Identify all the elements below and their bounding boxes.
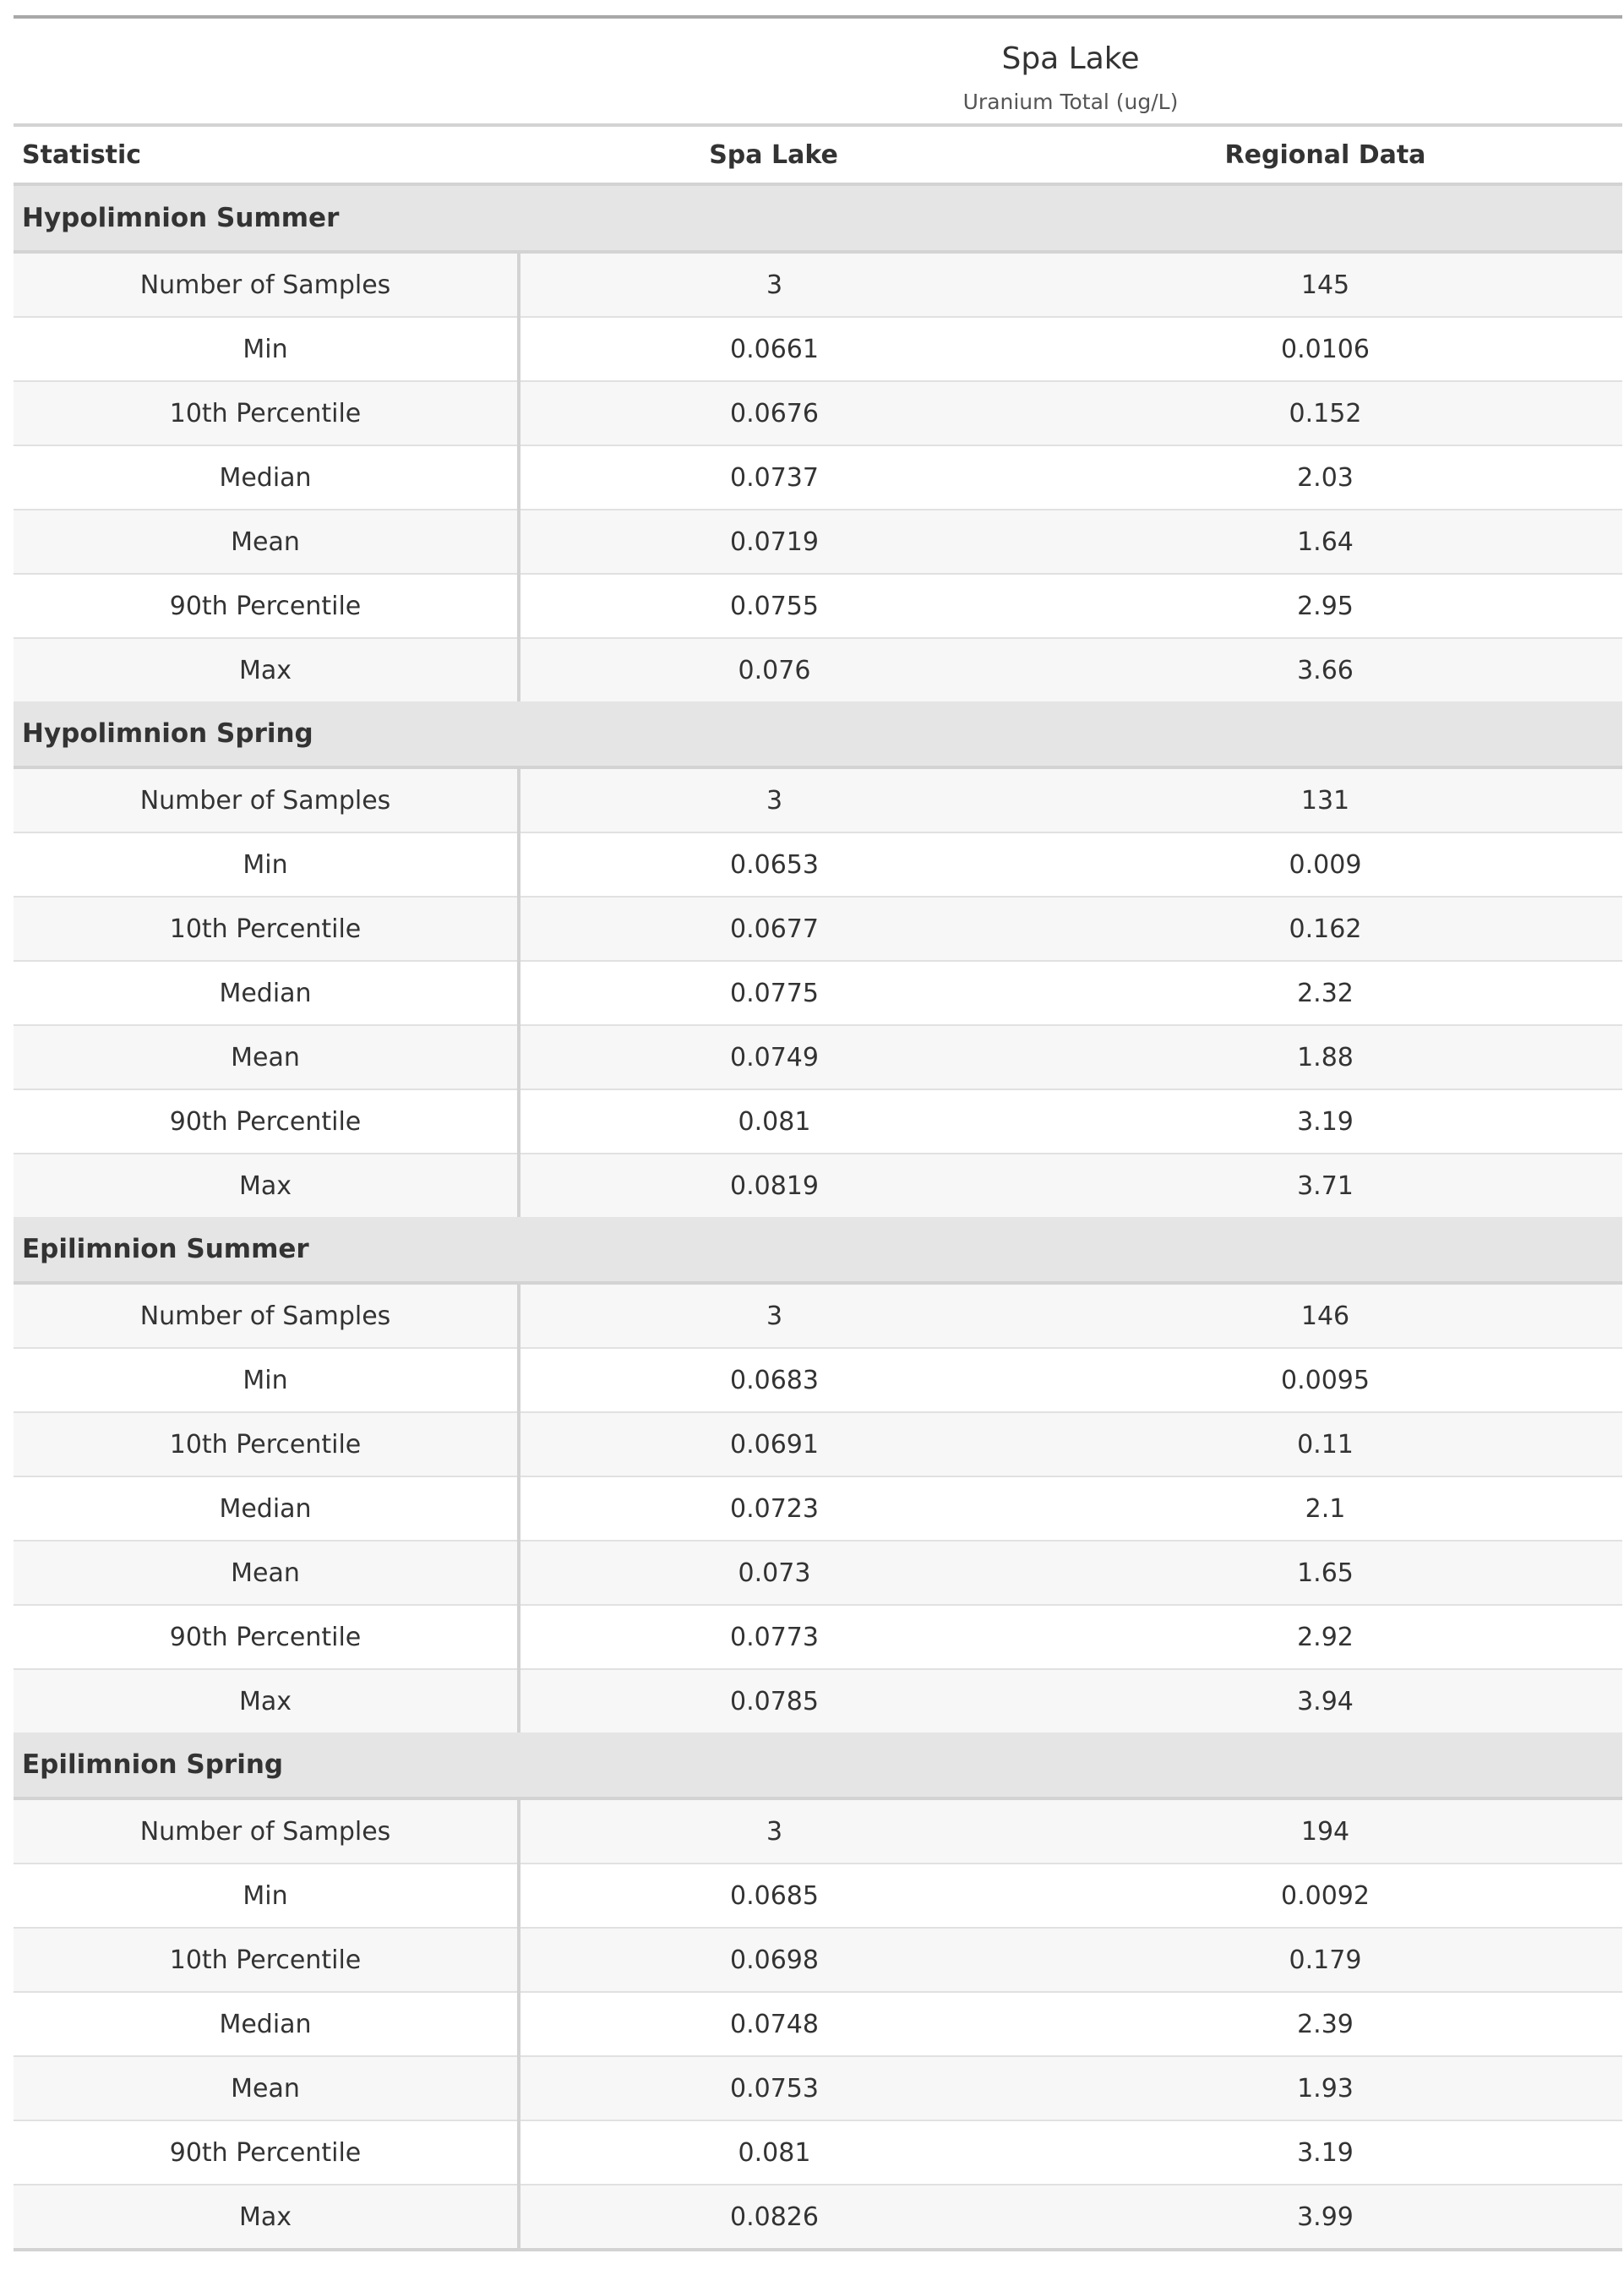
table-row	[14, 317, 1622, 381]
statistic-cell: Number of Samples	[14, 1283, 519, 1348]
column-header-row	[14, 125, 1622, 184]
table-row	[14, 252, 1622, 317]
lake-value-cell: 0.0755	[519, 574, 1028, 638]
lake-value-cell: 3	[519, 252, 1028, 317]
table-row	[14, 1476, 1622, 1541]
statistic-cell: Number of Samples	[14, 767, 519, 832]
statistic-cell: 90th Percentile	[14, 574, 519, 638]
title-block	[519, 17, 1622, 125]
table-row	[14, 381, 1622, 445]
table-subtitle: Uranium Total (ug/L)	[962, 90, 1179, 114]
lake-value-cell: 3	[519, 1798, 1028, 1863]
table-row	[14, 832, 1622, 897]
regional-value-cell: 3.99	[1028, 2185, 1622, 2250]
lake-value-cell: 0.0737	[519, 445, 1028, 510]
title-row	[14, 17, 1622, 125]
group-header-row	[14, 1733, 1622, 1798]
table-row	[14, 638, 1622, 701]
statistic-cell: 90th Percentile	[14, 2120, 519, 2185]
regional-value-cell: 2.95	[1028, 574, 1622, 638]
table-row	[14, 1154, 1622, 1217]
statistic-cell: Median	[14, 961, 519, 1025]
lake-value-cell: 0.0749	[519, 1025, 1028, 1089]
statistic-cell: Mean	[14, 510, 519, 574]
lake-value-cell: 0.0691	[519, 1412, 1028, 1476]
statistic-cell: Min	[14, 1863, 519, 1928]
group-header-row	[14, 701, 1622, 767]
regional-value-cell: 1.64	[1028, 510, 1622, 574]
regional-value-cell: 0.179	[1028, 1928, 1622, 1992]
statistic-cell: Mean	[14, 2056, 519, 2120]
statistic-cell: Number of Samples	[14, 1798, 519, 1863]
regional-value-cell: 1.65	[1028, 1541, 1622, 1605]
table-row	[14, 1348, 1622, 1412]
regional-value-cell: 0.0106	[1028, 317, 1622, 381]
table-row	[14, 1089, 1622, 1154]
group-label: Epilimnion Spring	[14, 1733, 1622, 1798]
lake-value-cell: 0.0698	[519, 1928, 1028, 1992]
lake-value-cell: 0.0748	[519, 1992, 1028, 2056]
lake-value-cell: 0.0676	[519, 381, 1028, 445]
lake-value-cell: 0.076	[519, 638, 1028, 701]
regional-value-cell: 1.93	[1028, 2056, 1622, 2120]
regional-value-cell: 131	[1028, 767, 1622, 832]
statistic-cell: Max	[14, 2185, 519, 2250]
regional-value-cell: 0.0092	[1028, 1863, 1622, 1928]
regional-value-cell: 2.92	[1028, 1605, 1622, 1669]
lake-value-cell: 0.0753	[519, 2056, 1028, 2120]
lake-value-cell: 0.0719	[519, 510, 1028, 574]
group-header-row	[14, 1217, 1622, 1283]
table-row	[14, 574, 1622, 638]
lake-value-cell: 0.081	[519, 1089, 1028, 1154]
regional-value-cell: 146	[1028, 1283, 1622, 1348]
regional-value-cell: 145	[1028, 252, 1622, 317]
lake-value-cell: 3	[519, 1283, 1028, 1348]
lake-value-cell: 0.0775	[519, 961, 1028, 1025]
lake-value-cell: 3	[519, 767, 1028, 832]
regional-value-cell: 0.0095	[1028, 1348, 1622, 1412]
statistic-cell: Min	[14, 1348, 519, 1412]
statistic-cell: 10th Percentile	[14, 1928, 519, 1992]
regional-value-cell: 2.39	[1028, 1992, 1622, 2056]
table-title: Spa Lake	[1001, 41, 1140, 76]
statistic-cell: 10th Percentile	[14, 1412, 519, 1476]
table-row	[14, 1992, 1622, 2056]
lake-value-cell: 0.073	[519, 1541, 1028, 1605]
table-head	[14, 17, 1622, 184]
table-row	[14, 1669, 1622, 1733]
table-row	[14, 1025, 1622, 1089]
regional-value-cell: 0.162	[1028, 897, 1622, 961]
regional-value-cell: 0.009	[1028, 832, 1622, 897]
table-body	[14, 184, 1622, 2250]
statistic-cell: Mean	[14, 1025, 519, 1089]
statistic-cell: Max	[14, 1154, 519, 1217]
lake-value-cell: 0.0685	[519, 1863, 1028, 1928]
lake-value-cell: 0.0773	[519, 1605, 1028, 1669]
table-row	[14, 1798, 1622, 1863]
regional-value-cell: 0.11	[1028, 1412, 1622, 1476]
statistic-cell: 90th Percentile	[14, 1605, 519, 1669]
regional-value-cell: 3.19	[1028, 2120, 1622, 2185]
statistic-cell: Max	[14, 1669, 519, 1733]
table-row	[14, 2056, 1622, 2120]
group-label: Hypolimnion Spring	[14, 701, 1622, 767]
regional-value-cell: 3.71	[1028, 1154, 1622, 1217]
lake-value-cell: 0.0819	[519, 1154, 1028, 1217]
group-label: Hypolimnion Summer	[14, 184, 1622, 252]
regional-value-cell: 1.88	[1028, 1025, 1622, 1089]
regional-value-cell: 2.03	[1028, 445, 1622, 510]
regional-value-cell: 2.1	[1028, 1476, 1622, 1541]
table-row	[14, 1605, 1622, 1669]
table-row	[14, 1863, 1622, 1928]
table-row	[14, 1928, 1622, 1992]
table-container	[14, 15, 1622, 2251]
regional-value-cell: 0.152	[1028, 381, 1622, 445]
table-row	[14, 2120, 1622, 2185]
statistic-cell: Mean	[14, 1541, 519, 1605]
statistics-table	[14, 15, 1622, 2251]
group-label: Epilimnion Summer	[14, 1217, 1622, 1283]
lake-value-cell: 0.0677	[519, 897, 1028, 961]
lake-value-cell: 0.0826	[519, 2185, 1028, 2250]
statistic-cell: Median	[14, 1476, 519, 1541]
group-header-row	[14, 184, 1622, 252]
regional-value-cell: 2.32	[1028, 961, 1622, 1025]
column-header-statistic: Statistic	[14, 125, 519, 184]
regional-value-cell: 194	[1028, 1798, 1622, 1863]
lake-value-cell: 0.0785	[519, 1669, 1028, 1733]
lake-value-cell: 0.081	[519, 2120, 1028, 2185]
statistic-cell: Median	[14, 1992, 519, 2056]
lake-value-cell: 0.0661	[519, 317, 1028, 381]
lake-value-cell: 0.0723	[519, 1476, 1028, 1541]
statistic-cell: Min	[14, 317, 519, 381]
statistic-cell: Max	[14, 638, 519, 701]
table-row	[14, 1541, 1622, 1605]
lake-value-cell: 0.0653	[519, 832, 1028, 897]
lake-value-cell: 0.0683	[519, 1348, 1028, 1412]
table-row	[14, 767, 1622, 832]
statistic-cell: 10th Percentile	[14, 381, 519, 445]
statistic-cell: Number of Samples	[14, 252, 519, 317]
column-header-lake: Spa Lake	[519, 125, 1028, 184]
statistic-cell: 10th Percentile	[14, 897, 519, 961]
statistic-cell: Min	[14, 832, 519, 897]
table-row	[14, 2185, 1622, 2250]
regional-value-cell: 3.19	[1028, 1089, 1622, 1154]
table-row	[14, 510, 1622, 574]
title-spacer	[14, 17, 519, 125]
column-header-regional: Regional Data	[1028, 125, 1622, 184]
regional-value-cell: 3.66	[1028, 638, 1622, 701]
table-row	[14, 1412, 1622, 1476]
table-row	[14, 961, 1622, 1025]
statistic-cell: 90th Percentile	[14, 1089, 519, 1154]
table-row	[14, 445, 1622, 510]
table-row	[14, 897, 1622, 961]
regional-value-cell: 3.94	[1028, 1669, 1622, 1733]
statistic-cell: Median	[14, 445, 519, 510]
table-row	[14, 1283, 1622, 1348]
